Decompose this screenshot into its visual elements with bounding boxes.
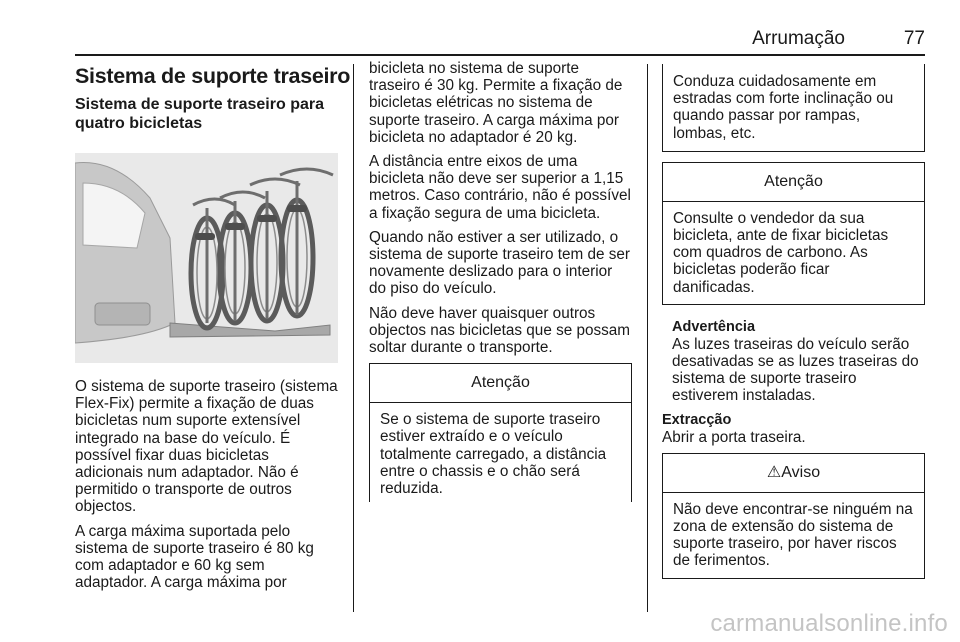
watermark: carmanualsonline.info (710, 610, 948, 637)
column-divider-2 (647, 64, 648, 612)
sub-heading: Sistema de suporte traseiro para quatro bicicletas (75, 96, 324, 132)
column-3 (662, 64, 925, 589)
main-heading: Sistema de suporte traseiro (75, 64, 351, 88)
page-number: 77 (903, 28, 925, 49)
warning-heading (663, 454, 924, 493)
bike-carrier-illustration (75, 153, 338, 363)
notice-box-continued (662, 64, 925, 152)
notice-box-carbon (662, 162, 925, 305)
loose-objects-paragraph: Não deve haver quaisquer outros objectos nas bicicletas que se possam soltar durante o transporte. (369, 304, 631, 357)
notice-heading: Atenção (370, 364, 631, 403)
notice-heading: Atenção (663, 163, 924, 202)
warning-text: Não deve encontrar-se ninguém na zona de extensão do sistema de suporte traseiro, por haver riscos de ferimentos. (673, 500, 913, 570)
advertencia-text: As luzes traseiras do veículo serão desativadas se as luzes traseiras do sistema de suporte traseiro estiverem instaladas. (672, 335, 919, 405)
notice-continued-text: Conduza cuidadosamente em estradas com forte inclinação ou quando passar por rampas, lombas, etc. (673, 73, 894, 142)
section-title: Arrumação (752, 28, 845, 49)
notice-text: Se o sistema de suporte traseiro estiver extraído e o veículo totalmente carregado, a distância entre o chassis e o chão será reduzida. (380, 411, 607, 498)
storage-paragraph: Quando não estiver a ser utilizado, o sistema de suporte traseiro tem de ser novamente deslizado para o interior do piso do veículo. (369, 228, 631, 298)
warning-box (662, 453, 925, 579)
column-2 (369, 60, 632, 502)
extraccao-text: Abrir a porta traseira. (662, 428, 806, 446)
column-divider-1 (353, 64, 354, 612)
page-header (75, 28, 925, 56)
load-paragraph-continued: bicicleta no sistema de suporte traseiro é 30 kg. Permite a fixação de bicicletas elétricas no sistema de suporte traseiro. A carga máxima por bicicleta no adaptador é 20 kg. (369, 60, 623, 146)
notice-box-chassis (369, 363, 632, 502)
advertencia-heading: Advertência (672, 318, 756, 335)
warning-triangle-icon: ⚠ (766, 463, 782, 481)
advertencia-block (662, 319, 925, 405)
notice-text: Consulte o vendedor da sua bicicleta, ante de fixar bicicletas com quadros de carbono. As bicicletas poderão ficar danificadas. (673, 209, 889, 296)
warning-heading-label: Aviso (781, 463, 821, 481)
wheelbase-paragraph: A distância entre eixos de uma bicicleta não deve ser superior a 1,15 metros. Caso contrário, não é possível a fixação segura de uma bicicleta. (369, 153, 631, 222)
intro-paragraph: O sistema de suporte traseiro (sistema Flex-Fix) permite a fixação de duas bicicletas num suporte extensível integrado na base do veículo. É possível fixar duas bicicletas adicionais num adaptador. Não é permitido o transporte de outros objectos. (75, 378, 338, 516)
load-paragraph: A carga máxima suportada pelo sistema de suporte traseiro é 80 kg com adaptador e 60 kg sem adaptador. A carga máxima por (75, 522, 314, 592)
bike-carrier-drawing (75, 153, 338, 363)
extraccao-heading: Extracção (662, 411, 732, 428)
column-1 (75, 60, 351, 598)
